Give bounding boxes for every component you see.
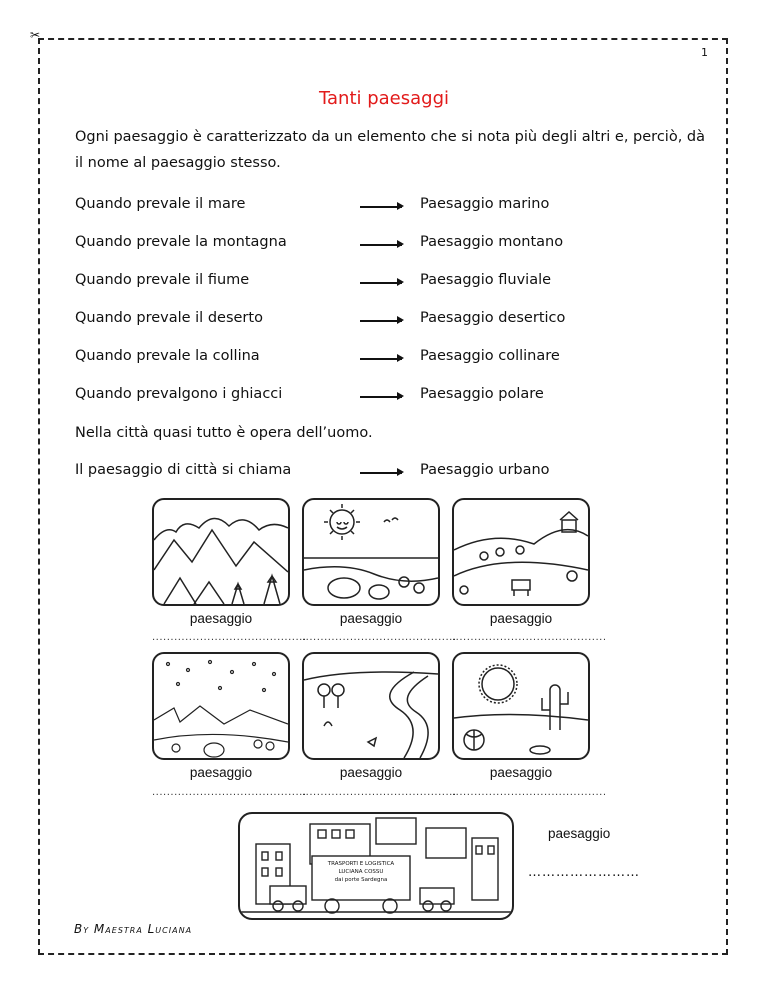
rule-result: Paesaggio urbano (420, 462, 550, 478)
truck-sign-line: TRASPORTI E LOGISTICA (327, 861, 395, 867)
desert-landscape-drawing (452, 652, 590, 760)
rule-condition: Quando prevale la montagna (75, 234, 287, 250)
rule-condition: Quando prevale la collina (75, 348, 260, 364)
answer-line[interactable]: .......................................... (452, 787, 607, 798)
rule-condition: Il paesaggio di città si chiama (75, 462, 292, 478)
rule-condition: Quando prevalgono i ghiacci (75, 386, 283, 402)
arrow-right-icon (360, 472, 402, 474)
picture-label: paesaggio (548, 826, 611, 841)
answer-line[interactable]: .......................................... (302, 632, 457, 643)
rule-row (75, 348, 715, 370)
river-landscape-drawing (302, 652, 440, 760)
rule-result: Paesaggio fluviale (420, 272, 552, 288)
truck-sign-line: LUCIANA COSSU (338, 869, 384, 875)
page-number: 1 (701, 46, 708, 59)
mountain-landscape-drawing (152, 498, 290, 606)
answer-line[interactable]: .......................................... (152, 787, 307, 798)
rule-result: Paesaggio polare (420, 386, 544, 402)
rule-result: Paesaggio desertico (420, 310, 566, 326)
rule-row (75, 234, 715, 256)
rule-row (75, 272, 715, 294)
hill-landscape-drawing (452, 498, 590, 606)
truck-sign-line: dai porte Sardegna (334, 877, 388, 883)
scissors-icon: ✂ (30, 28, 41, 42)
intro-text: Ogni paesaggio è caratterizzato da un elemento che si nota più degli altri e, perciò, dà il nome al paesaggio stesso. (75, 129, 705, 171)
arrow-right-icon (360, 206, 402, 208)
city-landscape-drawing (238, 812, 514, 920)
rule-row (75, 310, 715, 332)
picture-label: paesaggio (189, 765, 253, 780)
answer-line[interactable]: .......................................... (452, 632, 607, 643)
arrow-right-icon (360, 358, 402, 360)
rule-result: Paesaggio montano (420, 234, 564, 250)
arrow-right-icon (360, 282, 402, 284)
picture-label: paesaggio (339, 765, 403, 780)
rule-result: Paesaggio collinare (420, 348, 560, 364)
answer-line[interactable]: .......................................... (152, 632, 307, 643)
rule-condition: Quando prevale il mare (75, 196, 246, 212)
polar-landscape-drawing (152, 652, 290, 760)
sea-landscape-drawing (302, 498, 440, 606)
picture-label: paesaggio (489, 765, 553, 780)
rule-row-city (75, 462, 715, 484)
picture-label: paesaggio (189, 611, 253, 626)
arrow-right-icon (360, 320, 402, 322)
rule-row (75, 196, 715, 218)
rule-condition: Quando prevale il fiume (75, 272, 250, 288)
city-note: Nella città quasi tutto è opera dell’uomo. (75, 425, 373, 441)
rule-result: Paesaggio marino (420, 196, 550, 212)
answer-line[interactable]: …………………… (528, 865, 640, 880)
page-title: Tanti paesaggi (318, 88, 450, 109)
arrow-right-icon (360, 244, 402, 246)
answer-line[interactable]: .......................................... (302, 787, 457, 798)
picture-label: paesaggio (339, 611, 403, 626)
arrow-right-icon (360, 396, 402, 398)
rule-condition: Quando prevale il deserto (75, 310, 263, 326)
rule-row (75, 386, 715, 408)
picture-label: paesaggio (489, 611, 553, 626)
truck-sign (312, 860, 410, 884)
author-signature: By Maestra Luciana (74, 922, 193, 936)
